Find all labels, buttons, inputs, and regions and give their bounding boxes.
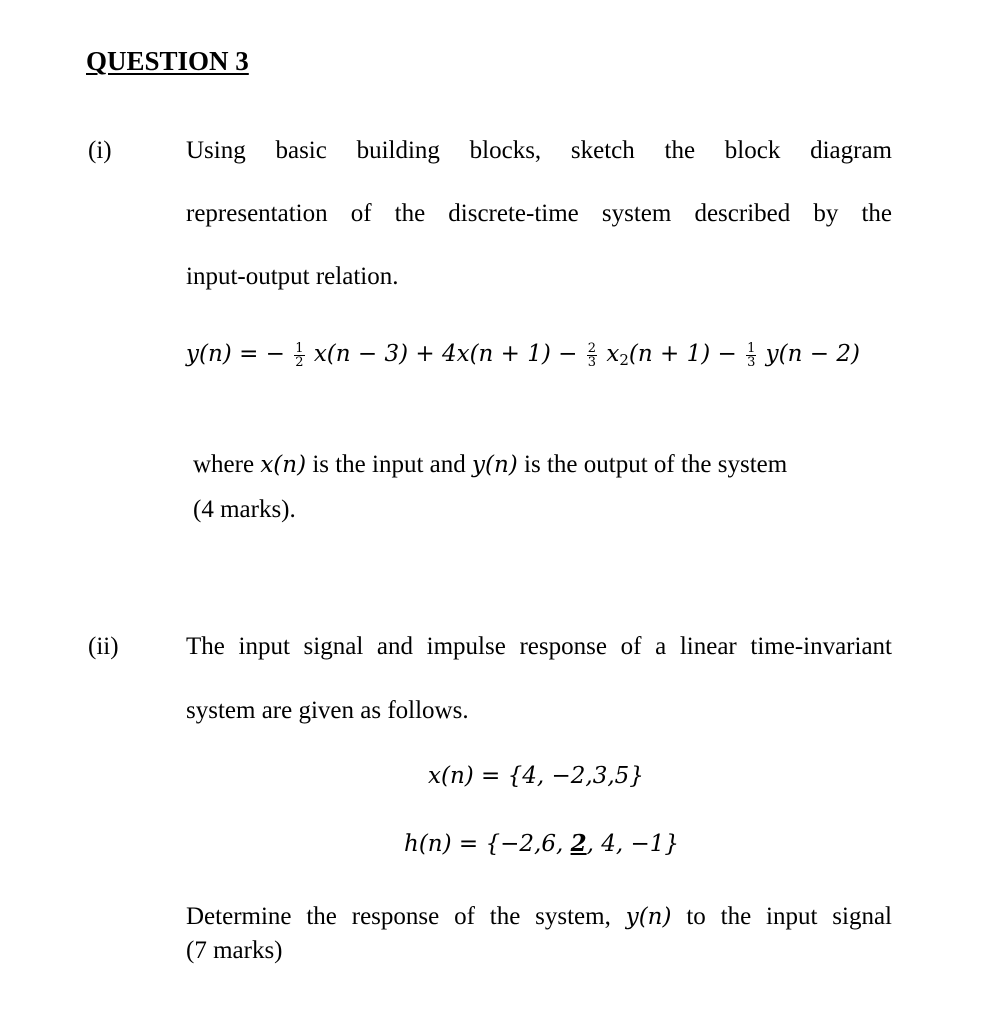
eq-term-2-subscript: 2 (619, 351, 629, 369)
input-symbol: x(n) (260, 452, 307, 478)
eq-lhs: y(n) = − (186, 341, 285, 367)
eq-term-2-var: x (606, 341, 620, 367)
part-ii-line-2: system are given as follows. (186, 697, 469, 724)
time-origin-marker: 2 (570, 830, 587, 857)
part-i-line-2: representation of the discrete-time system described by the (186, 200, 892, 227)
impulse-response-equation: h(n) = {−2,6, 2, 4, −1} (404, 830, 680, 857)
difference-equation (186, 341, 860, 369)
fraction-one-third: $\frac{1}{3}$ (747, 340, 756, 370)
where-line: where x(n) is the input and y(n) is the output of the system (193, 451, 788, 478)
part-ii-number: (ii) (88, 633, 119, 660)
part-ii-marks: (7 marks) (186, 937, 283, 964)
fraction-one-half: $\frac{1}{2}$ (295, 340, 304, 370)
part-i-line-1: Using basic building blocks, sketch the block diagram (186, 137, 892, 164)
fraction-two-thirds: $\frac{2}{3}$ (587, 340, 597, 370)
question-heading: QUESTION 3 (86, 46, 249, 76)
eq-term-2-arg: (n + 1) − (628, 341, 737, 367)
part-i-marks: (4 marks). (193, 496, 296, 523)
part-ii-line-1: The input signal and impulse response of a linear time-invariant (186, 633, 892, 660)
output-symbol: y(n) (472, 452, 518, 478)
response-symbol: y(n) (625, 904, 672, 930)
determine-line: Determine the response of the system, y(n) to the input signal (186, 903, 892, 930)
eq-term-1: x(n − 3) + 4x(n + 1) − (313, 341, 578, 367)
part-i-number: (i) (88, 137, 112, 164)
part-i-line-3: input-output relation. (186, 263, 399, 290)
eq-term-3: y(n − 2) (765, 341, 860, 367)
input-signal-equation: x(n) = {4, −2,3,5} (428, 763, 644, 789)
